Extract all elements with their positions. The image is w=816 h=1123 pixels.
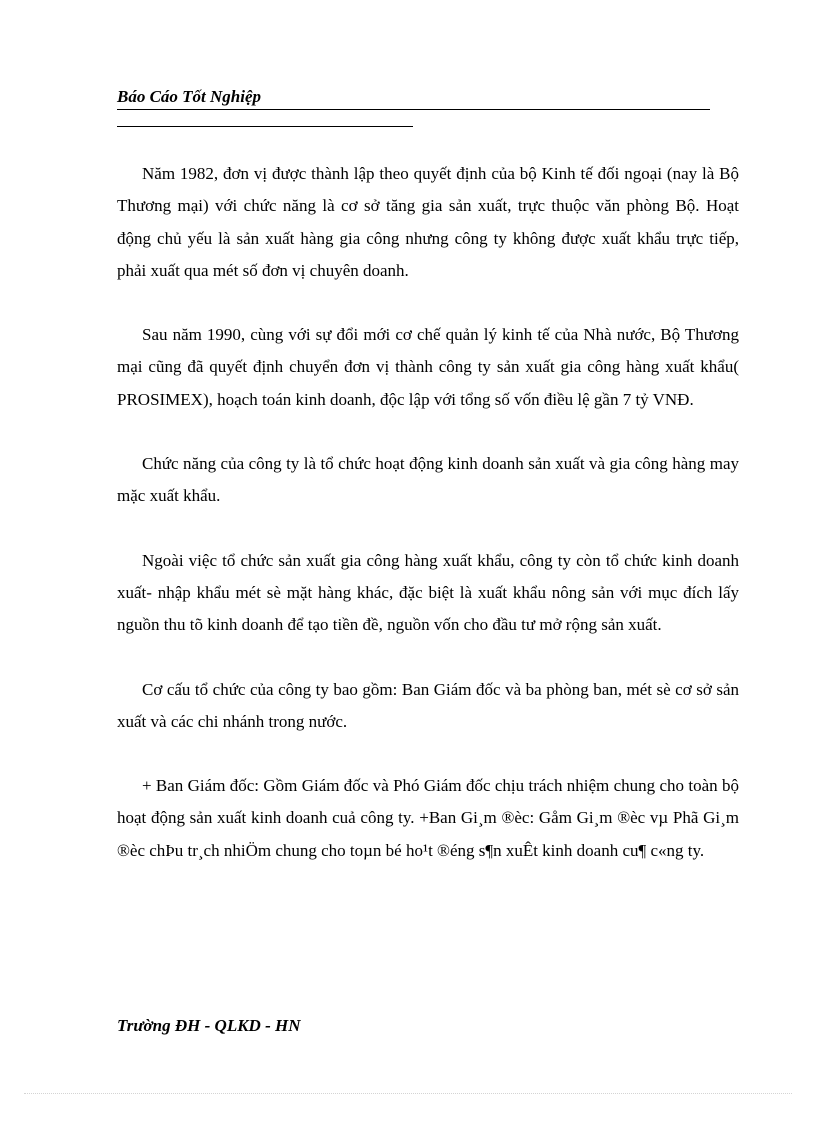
paragraph-reform: Sau năm 1990, cùng với sự đổi mới cơ chế quản lý kinh tế của Nhà nước, Bộ Thương mại cũng đã quyết định chuyển đơn vị thành công ty sản xuất gia công hàng xuất khẩu( PROSIMEX), hoạch toán kinh doanh, độc lập với tổng số vốn điều lệ gần 7 tỷ VNĐ. (117, 325, 739, 409)
report-footer-school: Trường ĐH - QLKD - HN (117, 1016, 301, 1035)
report-header-title: Báo Cáo Tốt Nghiệp (117, 86, 710, 110)
paragraph-structure: Cơ cấu tổ chức của công ty bao gồm: Ban Giám đốc và ba phòng ban, mét sè cơ sở sản xuất và các chi nhánh trong nước. (117, 679, 739, 731)
paragraph-founding: Năm 1982, đơn vị được thành lập theo quyết định của bộ Kinh tế đối ngoại (nay là Bộ Thương mại) với chức năng là cơ sở tăng gia sản xuất, trực thuộc văn phòng Bộ. Hoạt động chủ yếu là sản xuất hàng gia công nhưng công ty không được xuất khẩu trực tiếp, phải xuất qua mét số đơn vị chuyên doanh. (117, 164, 739, 280)
paragraph-board: + Ban Giám đốc: Gồm Giám đốc và Phó Giám đốc chịu trách nhiệm chung cho toàn bộ hoạt động sản xuất kinh doanh cuả công ty. +Ban Gi¸m ®èc: Gåm Gi¸m ®èc vµ Phã Gi¸m ®èc chÞu tr¸ch nhiÖm chung cho toµn bé ho¹t ®éng s¶n xuÊt kinh doanh cu¶ c«ng ty. (117, 776, 739, 860)
document-body (117, 158, 739, 867)
paragraph-business: Ngoài việc tổ chức sản xuất gia công hàng xuất khẩu, công ty còn tổ chức kinh doanh xuất- nhập khẩu mét sè mặt hàng khác, đặc biệt là xuất khẩu nông sản với mục đích lấy nguồn thu tõ kinh doanh để tạo tiền đề, nguồn vốn cho đầu tư mở rộng sản xuất. (117, 550, 739, 635)
page-bottom-dotted-edge (24, 1093, 792, 1094)
header-underline-rule (117, 126, 413, 127)
paragraph-function: Chức năng của công ty là tổ chức hoạt động kinh doanh sản xuất và gia công hàng may mặc xuất khẩu. (117, 454, 739, 506)
